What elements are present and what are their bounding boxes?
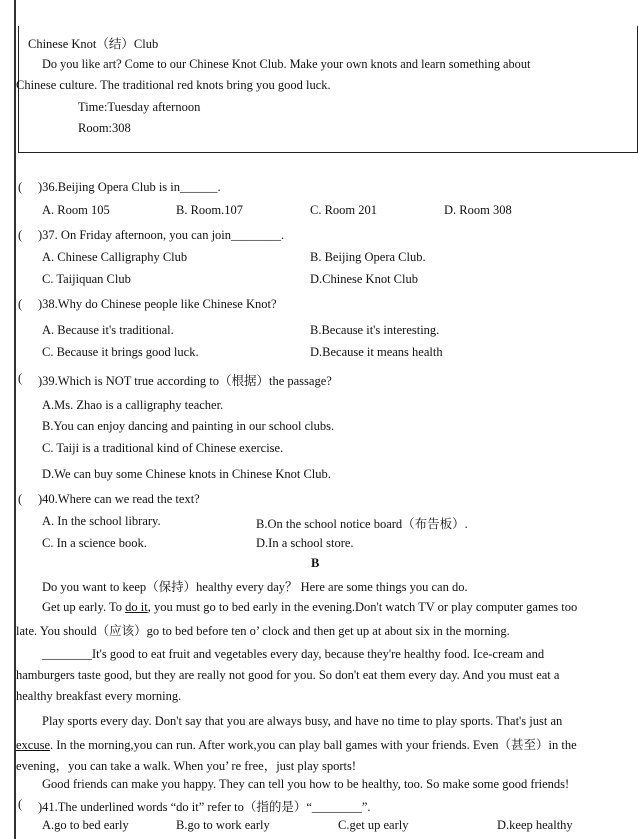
notice-room: Room:308: [78, 121, 131, 135]
q40-option-d: D.In a school store.: [256, 536, 354, 550]
q38-option-d: D.Because it means health: [310, 345, 443, 359]
q39-paren: (: [18, 371, 23, 385]
q37-option-b: B. Beijing Opera Club.: [310, 250, 426, 264]
q36-option-a: A. Room 105: [42, 203, 110, 217]
section-b-heading: B: [311, 556, 320, 570]
section-b-p1: Do you want to keep（保持）healthy every day？ Here are some things you can do.: [42, 580, 468, 594]
section-b-p4-line2: [16, 735, 577, 753]
page-left-rule: [14, 0, 16, 839]
q39-option-d: D.We can buy some Chinese knots in Chinese Knot Club.: [42, 467, 331, 481]
section-b-p2-line2: late. You should（应该）go to bed before ten o’ clock and then get up at about six in the morning.: [16, 624, 510, 638]
q37-paren: (: [18, 228, 23, 242]
q39-option-b: B.You can enjoy dancing and painting in our school clubs.: [42, 419, 335, 433]
q41-option-c: C.get up early: [338, 818, 409, 832]
q36-option-b: B. Room.107: [176, 203, 244, 217]
section-b-p4-line1: Play sports every day. Don't say that you are always busy, and have no time to play sports. That's just an: [42, 714, 563, 728]
q39-stem: )39.Which is NOT true according to（根据）the passage?: [38, 374, 332, 388]
section-b-p4-line3: evening，you can take a walk. When you’ re free，just play sports!: [16, 759, 357, 773]
q38-option-a: A. Because it's traditional.: [42, 323, 174, 337]
p4-post: . In the morning,you can run. After work,you can play ball games with your friends. Even（甚至）in the: [50, 738, 577, 752]
q38-paren: (: [18, 297, 23, 311]
q40-option-a: A. In the school library.: [42, 514, 161, 528]
q38-option-b: B.Because it's interesting.: [310, 323, 440, 337]
q37-option-d: D.Chinese Knot Club: [310, 272, 418, 286]
q37-stem: )37. On Friday afternoon, you can join________.: [38, 228, 285, 242]
p2-post: , you must go to bed early in the evening.Don't watch TV or play computer games too: [147, 600, 578, 614]
q37-option-a: A. Chinese Calligraphy Club: [42, 250, 188, 264]
notice-body-line2: Chinese culture. The traditional red knots bring you good luck.: [16, 78, 331, 92]
p2-underlined-do-it: do it: [125, 600, 148, 614]
notice-time: Time:Tuesday afternoon: [78, 100, 201, 114]
q38-option-c: C. Because it brings good luck.: [42, 345, 199, 359]
q36-paren: (: [18, 180, 23, 194]
q41-option-b: B.go to work early: [176, 818, 270, 832]
section-b-p5: Good friends can make you happy. They can tell you how to be healthy, too. So make some good friends!: [42, 777, 570, 791]
q39-option-c: C. Taiji is a traditional kind of Chinese exercise.: [42, 441, 284, 455]
p2-pre: Get up early. To: [42, 600, 126, 614]
q36-stem: )36.Beijing Opera Club is in______.: [38, 180, 221, 194]
q39-option-a: A.Ms. Zhao is a calligraphy teacher.: [42, 398, 224, 412]
q41-stem: )41.The underlined words “do it” refer to（指的是）“________”.: [38, 800, 371, 814]
q36-option-d: D. Room 308: [444, 203, 512, 217]
q41-option-a: A.go to bed early: [42, 818, 129, 832]
q36-option-c: C. Room 201: [310, 203, 378, 217]
q40-option-c: C. In a science book.: [42, 536, 147, 550]
q38-stem: )38.Why do Chinese people like Chinese Knot?: [38, 297, 277, 311]
q41-paren: (: [18, 797, 23, 811]
q40-option-b: B.On the school notice board（布告板）.: [256, 517, 468, 531]
q40-paren: (: [18, 492, 23, 506]
notice-body-line1: Do you like art? Come to our Chinese Knot Club. Make your own knots and learn something about: [42, 57, 531, 71]
notice-title: Chinese Knot（结）Club: [28, 37, 159, 51]
q40-stem: )40.Where can we read the text?: [38, 492, 200, 506]
p4-underlined-excuse: excuse: [16, 738, 51, 752]
section-b-p3-line3: healthy breakfast every morning.: [16, 689, 182, 703]
section-b-p2-line1: [42, 600, 577, 615]
q37-option-c: C. Taijiquan Club: [42, 272, 131, 286]
section-b-p3-line2: hamburgers taste good, but they are really not good for you. So don't eat them every day. And you must eat a: [16, 668, 560, 682]
section-b-p3-line1: ________It's good to eat fruit and vegetables every day, because they're healthy food. Ice-cream and: [42, 647, 545, 661]
q41-option-d: D.keep healthy: [497, 818, 573, 832]
